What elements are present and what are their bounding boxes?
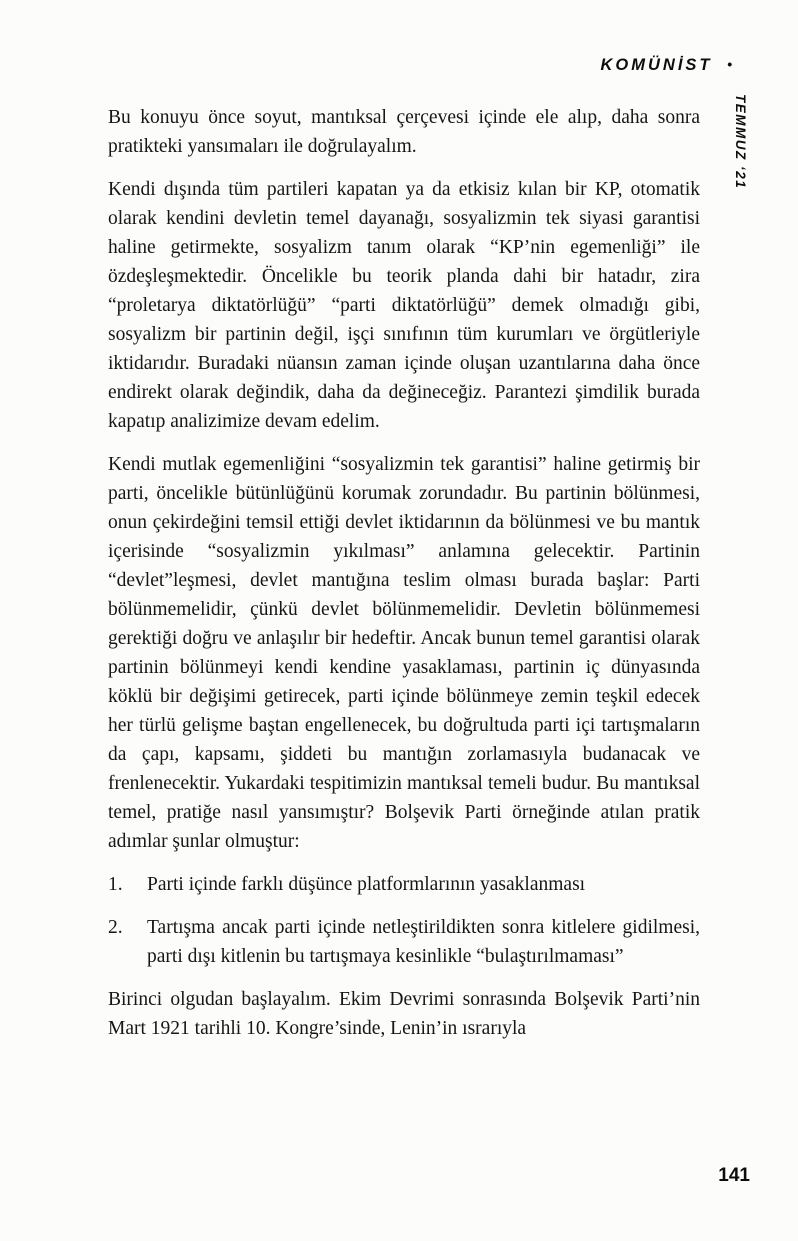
list-item-number: 2. (108, 917, 123, 938)
paragraph: Bu konuyu önce soyut, mantıksal çerçevesi içinde ele alıp, daha sonra pratikteki yansımaları ile doğrulayalım. (108, 107, 700, 157)
journal-title-text: KOMÜNİST (600, 56, 713, 74)
page-number: 141 (718, 1165, 750, 1186)
list-item (108, 913, 700, 971)
list-item (108, 870, 700, 899)
paragraph: Birinci olgudan başlayalım. Ekim Devrimi sonrasında Bolşevik Parti’nin Mart 1921 tarihli 10. Kongre’sinde, Lenin’in ısrarıyla (108, 989, 700, 1039)
paragraph: Kendi dışında tüm partileri kapatan ya da etkisiz kılan bir KP, otomatik olarak kendini devletin temel dayanağı, sosyalizmin tek siyasi garantisi haline getirmekte, sosyalizm tanım olarak “KP’nin egemenliği” ile özdeşleşmektedir. Öncelikle bu teorik planda dahi bir hatadır, zira “proletarya diktatörlüğü” “parti diktatörlüğü” demek olmadığı gibi, sosyalizm bir partinin değil, işçi sınıfının tüm kurumları ve örgütleriyle iktidarıdır. Buradaki nüansın zaman içinde oluşan uzantılarına daha önce endirekt olarak değindik, daha da değineceğiz. Parantezi şimdilik burada kapatıp analizimize devam edelim. (108, 179, 700, 432)
list-item-text: Tartışma ancak parti içinde netleştirildikten sonra kitlelere gidilmesi, parti dışı kitlenin bu tartışmaya kesinlikle “bulaştırılmaması” (147, 917, 700, 967)
article-body (108, 103, 700, 1057)
bullet-icon: • (727, 56, 732, 72)
journal-title (601, 56, 733, 75)
numbered-list (108, 870, 700, 971)
list-item-number: 1. (108, 874, 123, 895)
paragraph: Kendi mutlak egemenliğini “sosyalizmin tek garantisi” haline getirmiş bir parti, öncelikle bütünlüğünü korumak zorundadır. Bu partinin bölünmesi, onun çekirdeğini temsil ettiği devlet iktidarının da bölünmesi ve bu mantık içerisinde “sosyalizmin yıkılması” anlamına gelecektir. Partinin “devlet”leşmesi, devlet mantığına teslim olması burada başlar: Parti bölünmemelidir, çünkü devlet bölünmemelidir. Devletin bölünmemesi gerektiği doğru ve anlaşılır bir hedeftir. Ancak bunun temel garantisi olarak partinin bölünmeyi kendi kendine yasaklaması, partinin iç dünyasında köklü bir değişimi getirecek, parti içinde bölünmeye zemin teşkil edecek her türlü gelişme baştan engellenecek, bu doğrultuda parti içi tartışmaların da çapı, kapsamı, şiddeti bu mantığın zorlamasıyla budanacak ve frenlenecektir. Yukardaki tespitimizin mantıksal temeli budur. Bu mantıksal temel, pratiğe nasıl yansımıştır? Bolşevik Parti örneğinde atılan pratik adımlar şunlar olmuştur: (108, 454, 700, 852)
list-item-text: Parti içinde farklı düşünce platformlarının yasaklanması (147, 874, 586, 895)
issue-date-vertical: TEMMUZ ‘21 (733, 94, 748, 190)
